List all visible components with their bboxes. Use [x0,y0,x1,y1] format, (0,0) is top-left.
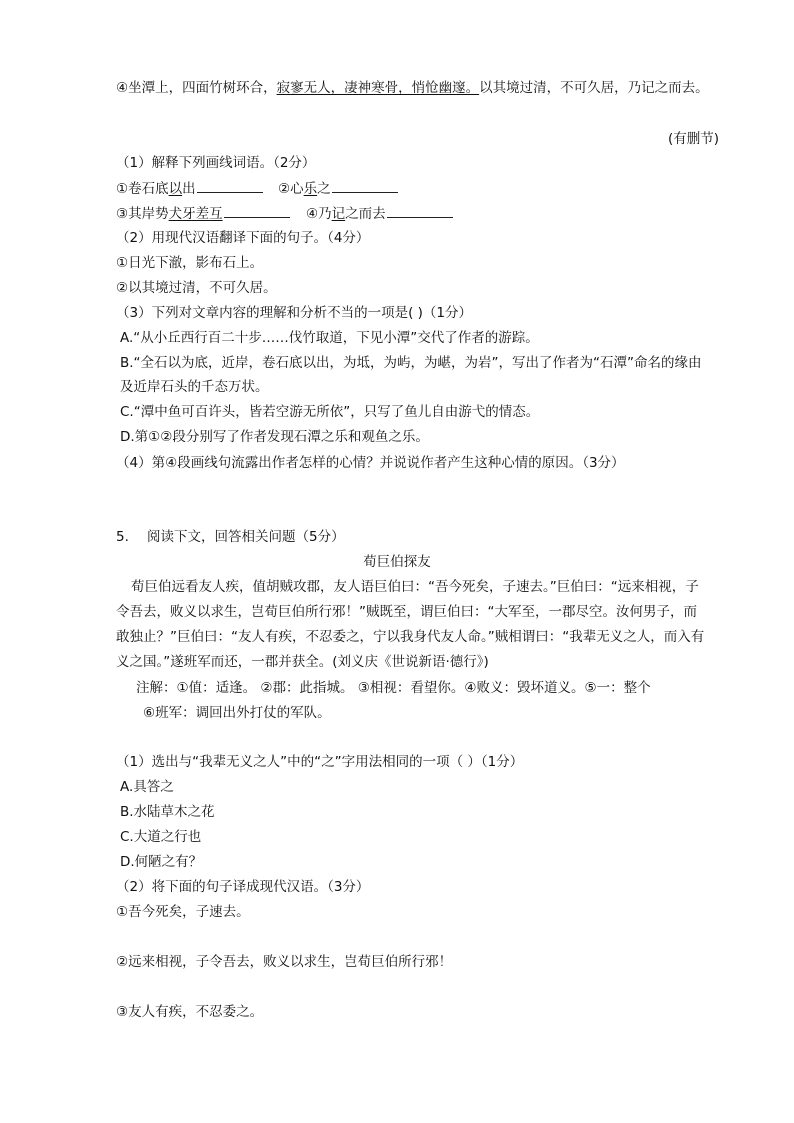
notes-line-2: ⑥班军：调回出外打仗的军队。 [143,705,331,721]
q4-1-b: ②心乐之 [278,178,398,199]
q5-2-a: ①吾今死矣，子速去。 [116,904,250,920]
q5-2-prompt: （2）将下面的句子译成现代汉语。（3分） [116,879,370,895]
q5-1-option-a[interactable]: A.具答之 [120,779,174,795]
answer-blank[interactable] [387,203,453,218]
q4-2-b: ②以其境过清，不可久居。 [116,280,277,296]
para4-underlined: 寂寥无人，凄神寒骨，悄怆幽邃。 [276,80,480,96]
q5-1-option-b[interactable]: B.水陆草木之花 [120,804,215,820]
q4-1-d: ④乃记之而去 [306,203,453,224]
q4-3-option-b-cont: 及近岸石头的千态万状。 [120,379,269,395]
q4-3-prompt: （3）下列对文章内容的理解和分析不当的一项是( )（1分） [116,305,473,321]
q4-1-prompt: （1）解释下列画线词语。（2分） [116,155,316,171]
q5-1-prompt: （1）选出与“我辈无义之人”中的“之”字用法相同的一项（ ）（1分） [116,754,524,770]
passage-line-1: 荀巨伯远看友人疾，值胡贼攻郡，友人语巨伯曰：“吾今死矣，子速去。”巨伯曰：“远来相视，子 [131,579,699,595]
q4-3-option-b[interactable]: B.“全石以为底，近岸，卷石底以出，为坻，为屿，为嵁，为岩”，写出了作者为“石潭”命名的缘由 [120,355,702,371]
para4-text: ④坐潭上，四面竹树环合，寂寥无人，凄神寒骨，悄怆幽邃。以其境过清，不可久居，乃记之而去。 [116,80,709,96]
answer-blank[interactable] [224,203,290,218]
notes-line-1: 注解：①值：适逢。 ②郡：此指城。 ③相视：看望你。④败义：毁坏道义。⑤一：整个 [136,680,651,696]
q4-2-prompt: （2）用现代汉语翻译下面的句子。（4分） [116,230,370,246]
q4-1-a: ①卷石底以出 [116,178,263,199]
q4-1-c: ③其岸势犬牙差互 [116,203,290,224]
passage-line-4: 义之国。”遂班军而还，一郡并获全。(刘义庆《世说新语·德行》) [116,654,489,670]
q4-4-prompt: （4）第④段画线句流露出作者怎样的心情？并说说作者产生这种心情的原因。（3分） [116,455,625,471]
q4-3-option-d[interactable]: D.第①②段分别写了作者发现石潭之乐和观鱼之乐。 [120,429,429,445]
q5-1-option-d[interactable]: D.何陋之有？ [120,854,203,870]
q5-1-option-c[interactable]: C.大道之行也 [120,829,202,845]
q5-intro: 阅读下文，回答相关问题（5分） [147,529,345,545]
passage-line-3: 敢独止？”巨伯曰：“友人有疾，不忍委之，宁以我身代友人命。”贼相谓曰：“我辈无义之人，而入有 [116,629,705,645]
q5-number: 5. [116,529,129,545]
q4-3-option-c[interactable]: C.“潭中鱼可百许头，皆若空游无所依”，只写了鱼儿自由游弋的情态。 [120,404,540,420]
abridged-note: (有删节) [668,131,720,147]
passage-line-2: 令吾去，败义以求生，岂荀巨伯所行邪！”贼既至，谓巨伯曰：“大军至，一郡尽空。汝何男子，而 [116,604,697,620]
passage-title: 荀巨伯探友 [363,554,431,570]
answer-blank[interactable] [332,178,398,193]
q4-2-a: ①日光下澈，影布石上。 [116,255,264,271]
q5-2-b: ②远来相视，子令吾去，败义以求生，岂荀巨伯所行邪！ [116,954,453,970]
q4-3-option-a[interactable]: A.“从小丘西行百二十步……伐竹取道，下见小潭”交代了作者的游踪。 [120,330,539,346]
q5-2-c: ③友人有疾，不忍委之。 [116,1004,264,1020]
answer-blank[interactable] [197,178,263,193]
